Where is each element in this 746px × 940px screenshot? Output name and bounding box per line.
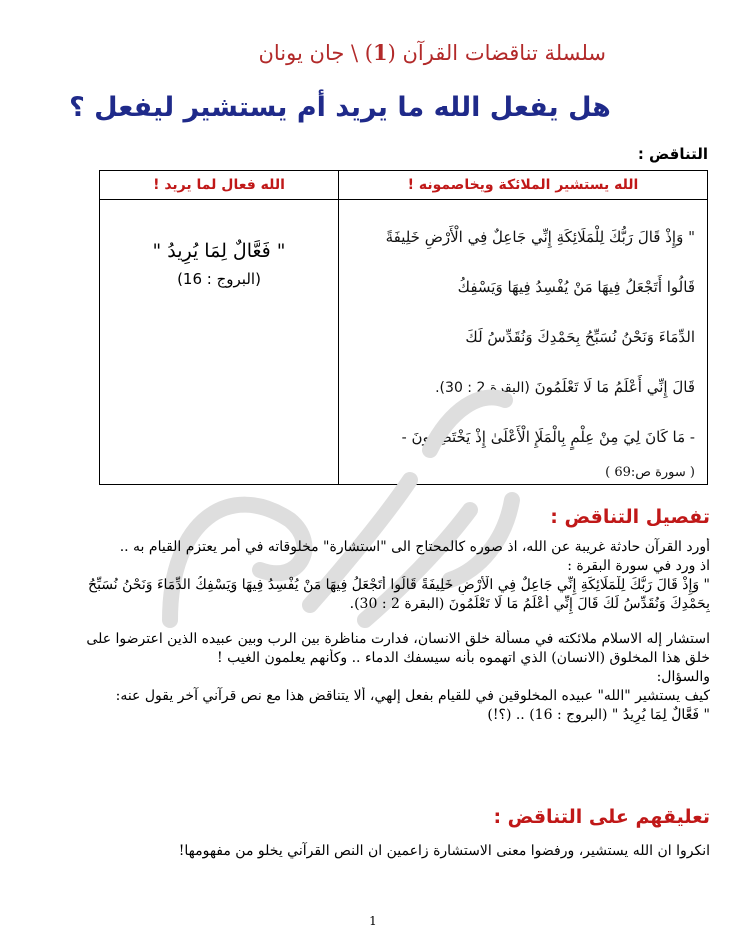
verse-text: " فَعَّالٌ لِمَا يُرِيدُ " xyxy=(152,240,286,262)
series-number: 1 xyxy=(372,40,388,65)
detail-body xyxy=(36,538,710,725)
paragraph-line: خلق هذا المخلوق (الانسان) الذي اتهموه بأنه سيسفك الدماء .. وكأنهم يعلمون الغيب ! xyxy=(217,650,710,666)
table-cell-consultation xyxy=(339,200,708,485)
detail-heading: تفصيل التناقض : xyxy=(550,506,710,528)
verse-line: - مَا كَانَ لِيَ مِنْ عِلْمٍ بِالْمَلَإِ الْأَعْلَىٰ إِذْ يَخْتَصِمُونَ - xyxy=(401,428,695,446)
comparison-table xyxy=(99,170,708,485)
verse-line: الدِّمَاءَ وَنَحْنُ نُسَبِّحُ بِحَمْدِكَ وَنُقَدِّسُ لَكَ xyxy=(465,328,695,346)
comment-body xyxy=(36,842,710,861)
verse-reference: (البقرة 2 : 30). xyxy=(435,380,530,396)
series-title-before: سلسلة تناقضات القرآن ( xyxy=(387,41,606,65)
paragraph-line: استشار إله الاسلام ملائكته في مسألة خلق الانسان، فدارت مناظرة بين الرب وبين عبيده الذين اعترضوا على xyxy=(86,631,710,647)
paragraph-line: انكروا ان الله يستشير، ورفضوا معنى الاستشارة زاعمين ان النص القرآني يخلو من مفهومها! xyxy=(178,843,710,859)
table-header-row xyxy=(100,171,708,200)
verse-line: " وَإِذْ قَالَ رَبُّكَ لِلْمَلَائِكَةِ إِنِّي جَاعِلٌ فِي الْأَرْضِ خَلِيفَةً xyxy=(385,228,695,246)
table-cell-omnipotence xyxy=(100,200,339,485)
series-title xyxy=(260,40,606,65)
comment-heading: تعليقهم على التناقض : xyxy=(493,806,710,828)
page-title: هل يفعل الله ما يريد أم يستشير ليفعل ؟ xyxy=(69,92,611,123)
paragraph-line: " فَعَّالٌ لِمَا يُرِيدُ " (البروج : 16) .. (؟!) xyxy=(487,707,710,723)
verse-line: قَالُوا أَتَجْعَلُ فِيهَا مَنْ يُفْسِدُ فِيهَا وَيَسْفِكُ xyxy=(457,278,695,296)
verse-reference: (البروج : 16) xyxy=(177,270,261,288)
series-title-after: ) \ جان يونان xyxy=(258,41,373,65)
paragraph-line: أورد القرآن حادثة غريبة عن الله، اذ صوره كالمحتاج الى "استشارة" مخلوقاته في أمر يعتزم القيام به .. xyxy=(119,539,710,555)
paragraph-line: " وَإِذْ قَالَ رَبُّكَ لِلْمَلَائِكَةِ إِنِّي جَاعِلٌ فِي الْأَرْضِ خَلِيفَةً قَالُوا أَتَجْعَلُ فِيهَا مَنْ يُفْسِدُ فِيهَا وَيَسْفِكُ الدِّمَاءَ وَنَحْنُ نُسَبِّحُ xyxy=(88,577,710,593)
paragraph-line: اذ ورد في سورة البقرة : xyxy=(567,558,710,574)
paragraph-line: بِحَمْدِكَ وَنُقَدِّسُ لَكَ قَالَ إِنِّي أَعْلَمُ مَا لَا تَعْلَمُونَ (البقرة 2 : 30). xyxy=(349,596,710,612)
verse-line-with-ref xyxy=(347,362,695,412)
paragraph-line: كيف يستشير "الله" عبيده المخلوقين في للقيام بفعل إلهي، ألا يتناقض هذا مع نص قرآني آخر يقول عنه: xyxy=(115,688,710,704)
page-number: 1 xyxy=(369,914,377,928)
paragraph-line: والسؤال: xyxy=(656,669,710,685)
table-header-right: الله يستشير الملائكة ويخاصمونه ! xyxy=(339,171,708,200)
verse-reference: ( سورة ص:69 ) xyxy=(605,465,695,480)
contradiction-label: التناقض : xyxy=(637,145,708,163)
table-body-row xyxy=(100,200,708,485)
table-header-left: الله فعال لما يريد ! xyxy=(100,171,339,200)
verse-line: قَالَ إِنِّي أَعْلَمُ مَا لَا تَعْلَمُونَ xyxy=(534,378,695,396)
paragraph-gap xyxy=(36,614,710,630)
verse-block xyxy=(339,200,707,484)
